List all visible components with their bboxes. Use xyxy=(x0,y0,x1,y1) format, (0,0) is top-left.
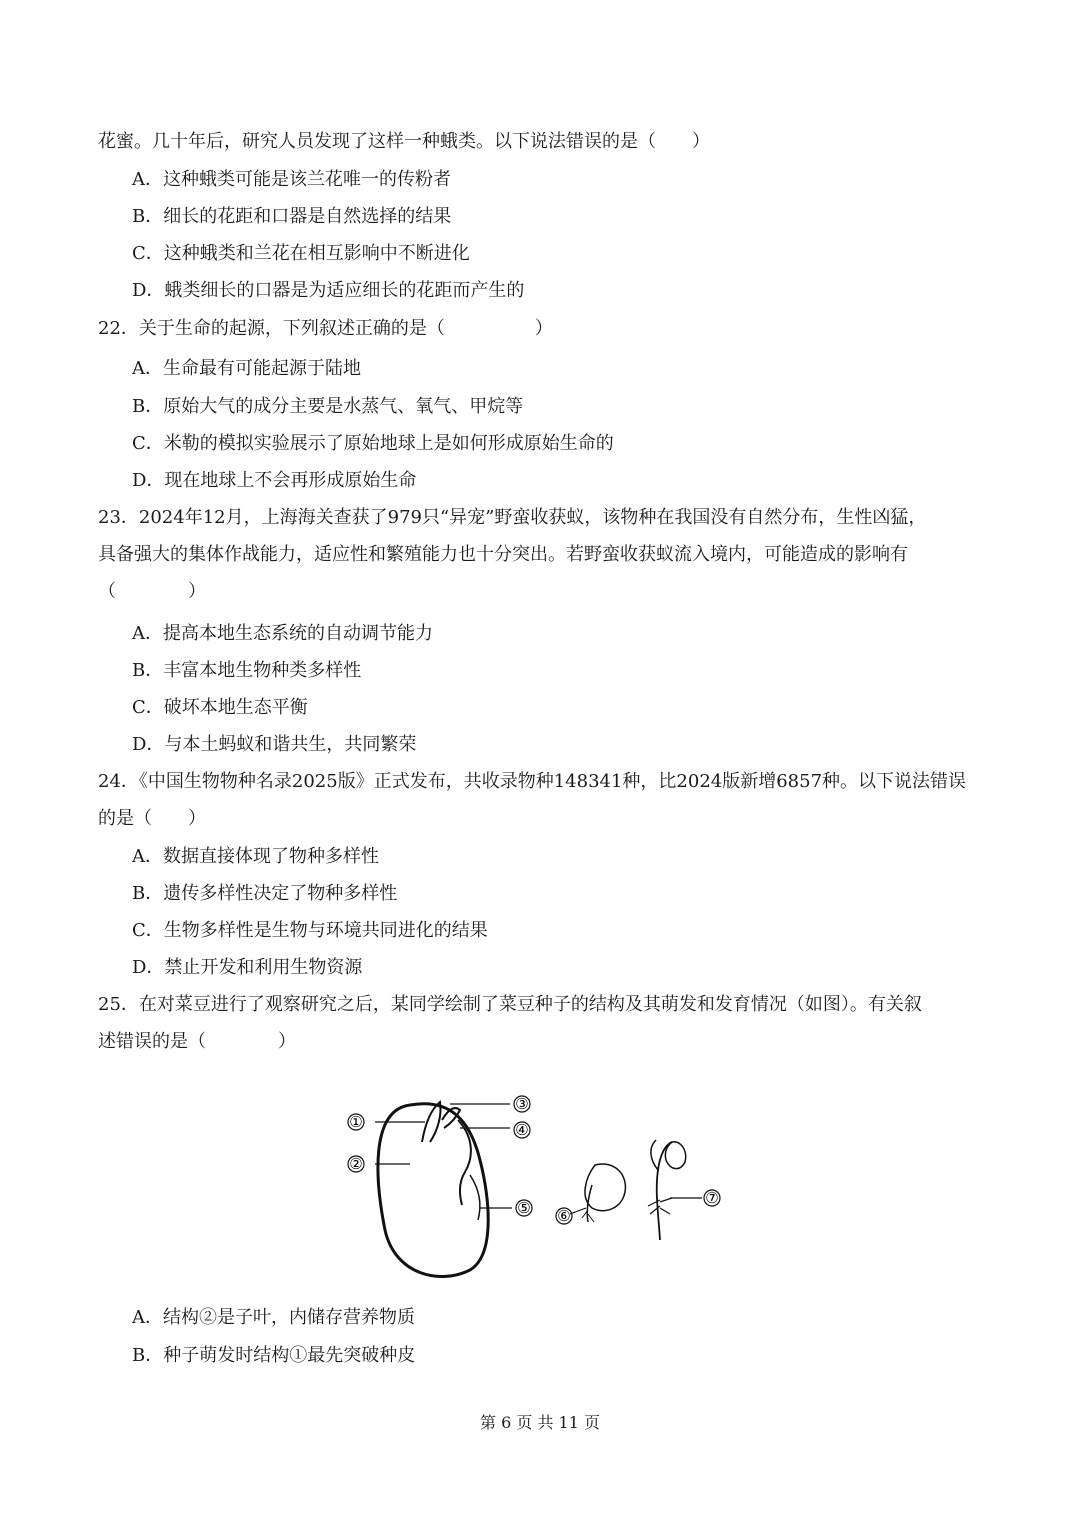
seedling-roots xyxy=(648,1198,672,1214)
page-footer: 第 6 页 共 11 页 xyxy=(480,1413,600,1432)
label-3: ③ xyxy=(515,1095,529,1113)
q24-option-c: C．生物多样性是生物与环境共同进化的结果 xyxy=(132,920,488,941)
label-7: ⑦ xyxy=(705,1189,719,1207)
q22-option-c: C．米勒的模拟实验展示了原始地球上是如何形成原始生命的 xyxy=(132,433,614,454)
q21-option-a: A．这种蛾类可能是该兰花唯一的传粉者 xyxy=(132,169,451,190)
q21-option-c: C．这种蛾类和兰花在相互影响中不断进化 xyxy=(132,243,470,264)
q23-option-a: A．提高本地生态系统的自动调节能力 xyxy=(132,623,433,644)
q22-option-a: A．生命最有可能起源于陆地 xyxy=(132,358,361,379)
q25-stem-line-1: 25．在对菜豆进行了观察研究之后，某同学绘制了菜豆种子的结构及其萌发和发育情况（如图）。有关叙 xyxy=(98,994,922,1015)
q23-stem-line-1: 23．2024年12月，上海海关查获了979只“异宠”野蛮收获蚁，该物种在我国没有自然分布，生性凶猛， xyxy=(98,507,927,528)
q24-stem-line-2: 的是（ ） xyxy=(98,808,206,829)
q22-stem: 22．关于生命的起源，下列叙述正确的是（ ） xyxy=(98,318,553,339)
seedling-cotyledon xyxy=(665,1142,685,1169)
q23-option-c: C．破坏本地生态平衡 xyxy=(132,697,308,718)
q24-stem-line-1: 24．《中国生物物种名录2025版》正式发布，共收录物种148341种，比2024版新增6857种。以下说法错误 xyxy=(98,771,967,792)
hilum-shape xyxy=(470,1175,480,1220)
q24-option-d: D．禁止开发和利用生物资源 xyxy=(132,957,363,978)
bean-seed-figure xyxy=(330,1080,730,1290)
pointer-line-6 xyxy=(570,1208,586,1214)
label-1: ① xyxy=(349,1113,363,1131)
q25-stem-line-2: 述错误的是（ ） xyxy=(98,1031,296,1052)
seedling-stem xyxy=(657,1142,672,1240)
q23-option-b: B．丰富本地生物种类多样性 xyxy=(132,660,362,681)
q21-option-b: B．细长的花距和口器是自然选择的结果 xyxy=(132,206,452,227)
q25-option-a: A．结构②是子叶，内储存营养物质 xyxy=(132,1307,415,1328)
q21-option-d: D．蛾类细长的口器是为适应细长的花距而产生的 xyxy=(132,280,525,301)
q24-option-b: B．遗传多样性决定了物种多样性 xyxy=(132,883,398,904)
q22-option-b: B．原始大气的成分主要是水蒸气、氧气、甲烷等 xyxy=(132,396,524,417)
seed-coat-outline xyxy=(378,1104,488,1277)
q23-stem-line-3: （ ） xyxy=(98,581,206,602)
label-6: ⑥ xyxy=(557,1207,571,1225)
label-4: ④ xyxy=(515,1121,529,1139)
seedling-hook xyxy=(651,1140,658,1170)
label-2: ② xyxy=(349,1155,363,1173)
intro-line: 花蜜。几十年后，研究人员发现了这样一种蛾类。以下说法错误的是（ ） xyxy=(98,131,710,152)
q23-option-d: D．与本土蚂蚁和谐共生，共同繁荣 xyxy=(132,734,417,755)
label-5: ⑤ xyxy=(517,1199,531,1217)
q24-option-a: A．数据直接体现了物种多样性 xyxy=(132,846,379,867)
q25-option-b: B．种子萌发时结构①最先突破种皮 xyxy=(132,1345,416,1366)
q23-stem-line-2: 具备强大的集体作战能力，适应性和繁殖能力也十分突出。若野蛮收获蚁流入境内，可能造成的影响有 xyxy=(98,544,908,565)
q22-option-d: D．现在地球上不会再形成原始生命 xyxy=(132,470,417,491)
